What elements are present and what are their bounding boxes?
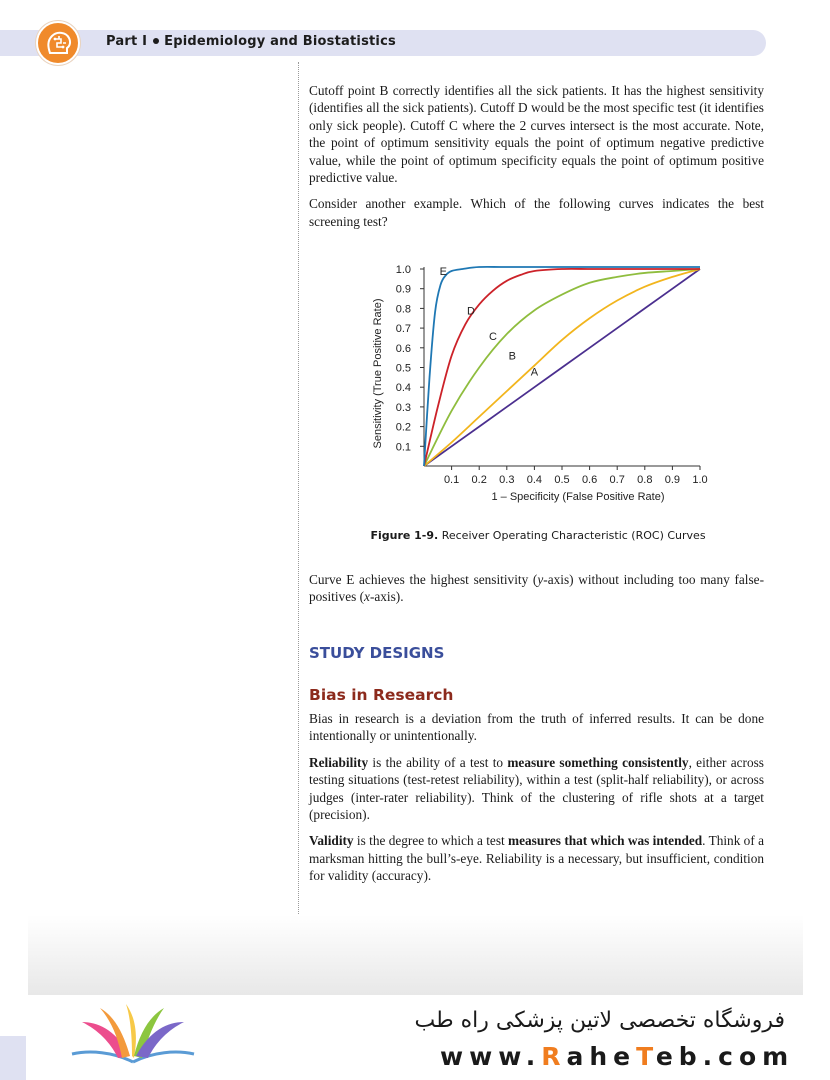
x-tick-label: 0.9 xyxy=(664,474,681,486)
curve-label-b: B xyxy=(508,350,516,363)
curve-label-d: D xyxy=(466,305,475,318)
page-bottom-shade xyxy=(28,915,803,995)
url-part: ahe xyxy=(566,1042,637,1071)
url-part: www. xyxy=(440,1042,542,1071)
x-tick-label: 0.5 xyxy=(554,474,570,486)
text-run: is the degree to which a test xyxy=(353,833,509,849)
y-tick-label: 0.2 xyxy=(395,421,411,434)
text-italic-y: y xyxy=(537,572,544,587)
paragraph-bias: Bias in research is a deviation from the truth of inferred results. It can be done intentionally or unintentionally. xyxy=(309,711,764,744)
y-tick-label: 0.4 xyxy=(395,382,411,395)
running-header xyxy=(106,34,396,49)
figure-caption-text: Receiver Operating Characteristic (ROC) Curves xyxy=(441,529,706,542)
header-bullet xyxy=(153,38,159,44)
y-tick-label: 0.5 xyxy=(395,362,411,375)
margin-rule xyxy=(298,62,299,992)
intro-text xyxy=(309,82,764,230)
footer-url[interactable] xyxy=(440,1042,795,1071)
text-run: is the ability of a test to xyxy=(368,754,508,770)
figure-commentary xyxy=(309,571,764,606)
y-tick-label: 0.6 xyxy=(395,342,411,355)
paragraph-validity xyxy=(309,832,764,884)
x-tick-label: 0.3 xyxy=(499,474,515,486)
y-tick-label: 0.8 xyxy=(395,303,411,316)
y-tick-label: 0.7 xyxy=(395,323,411,336)
header-section: Epidemiology and Biostatistics xyxy=(164,34,396,49)
url-accent: T xyxy=(636,1042,656,1071)
text-run: -axis). xyxy=(369,589,404,605)
text-run: , either across testing situations (test-retest reliability), within a test (split-half reliability), or across judges (inter-rater reliability). Think of the clustering of rifle shots at a target (precision). xyxy=(309,754,764,823)
y-tick-label: 0.9 xyxy=(395,283,411,296)
roc-chart xyxy=(368,262,708,508)
text-run: Curve E achieves the highest sensitivity ( xyxy=(309,572,538,587)
emphasis-validity: measures that which was intended xyxy=(508,833,703,849)
y-tick-label: 0.3 xyxy=(395,401,411,414)
text-run: -axis) without including too many false-positives ( xyxy=(309,572,764,605)
paragraph-reliability xyxy=(309,754,764,824)
term-validity: Validity xyxy=(309,833,354,849)
footer-persian-text: فروشگاه تخصصی لاتین پزشکی راه طب xyxy=(414,1008,785,1033)
x-axis-label: 1 – Specificity (False Positive Rate) xyxy=(491,491,665,503)
open-book-logo-icon xyxy=(68,1000,198,1070)
emphasis-reliability: measure something consistently xyxy=(507,754,689,770)
x-tick-label: 0.1 xyxy=(443,474,460,486)
url-part: eb.com xyxy=(655,1042,795,1071)
paragraph-curve-e xyxy=(309,571,764,606)
header-part: Part I xyxy=(106,34,148,49)
term-reliability: Reliability xyxy=(309,754,369,770)
curve-label-a: A xyxy=(530,366,539,379)
paragraph-cutoff-points: Cutoff point B correctly identifies all the sick patients. It has the highest sensitivity (identifies all the sick patients). Cutoff D would be the most specific test (it identifies only sick people). Cutoff C where the 2 curves intersect is the most accurate. Note, the point of optimum sensitivity equals the point of optimum negative predictive value, while the point of optimum specificity equals the point of optimum positive predictive value. xyxy=(309,83,764,186)
text-run: . Think of a marksman hitting the bull’s-eye. Reliability is a necessary, but insufficient, condition for validity (accuracy). xyxy=(309,833,764,884)
bias-section xyxy=(309,710,764,885)
x-tick-label: 0.8 xyxy=(637,474,653,486)
heading-bias-in-research: Bias in Research xyxy=(309,686,454,704)
heading-study-designs: STUDY DESIGNS xyxy=(309,644,445,662)
x-tick-label: 0.4 xyxy=(526,474,543,486)
x-tick-label: 1.0 xyxy=(692,474,708,486)
x-tick-label: 0.2 xyxy=(471,474,487,486)
head-brain-icon xyxy=(36,21,80,65)
figure-caption-label: Figure 1-9. xyxy=(370,529,439,542)
curve-label-e: E xyxy=(439,265,447,278)
x-tick-label: 0.7 xyxy=(609,474,625,486)
roc-curve-a xyxy=(424,269,700,466)
y-tick-label: 1.0 xyxy=(395,264,411,276)
paragraph-question: Consider another example. Which of the following curves indicates the best screening test? xyxy=(309,196,764,229)
figure-caption xyxy=(368,529,708,542)
y-axis-label: Sensitivity (True Positive Rate) xyxy=(372,298,384,449)
url-accent: R xyxy=(541,1042,567,1071)
x-tick-label: 0.6 xyxy=(581,474,598,486)
curve-label-c: C xyxy=(489,330,497,343)
y-tick-label: 0.1 xyxy=(395,441,411,454)
text-italic-x: x xyxy=(364,589,370,605)
footer-side-tab xyxy=(0,1036,26,1080)
